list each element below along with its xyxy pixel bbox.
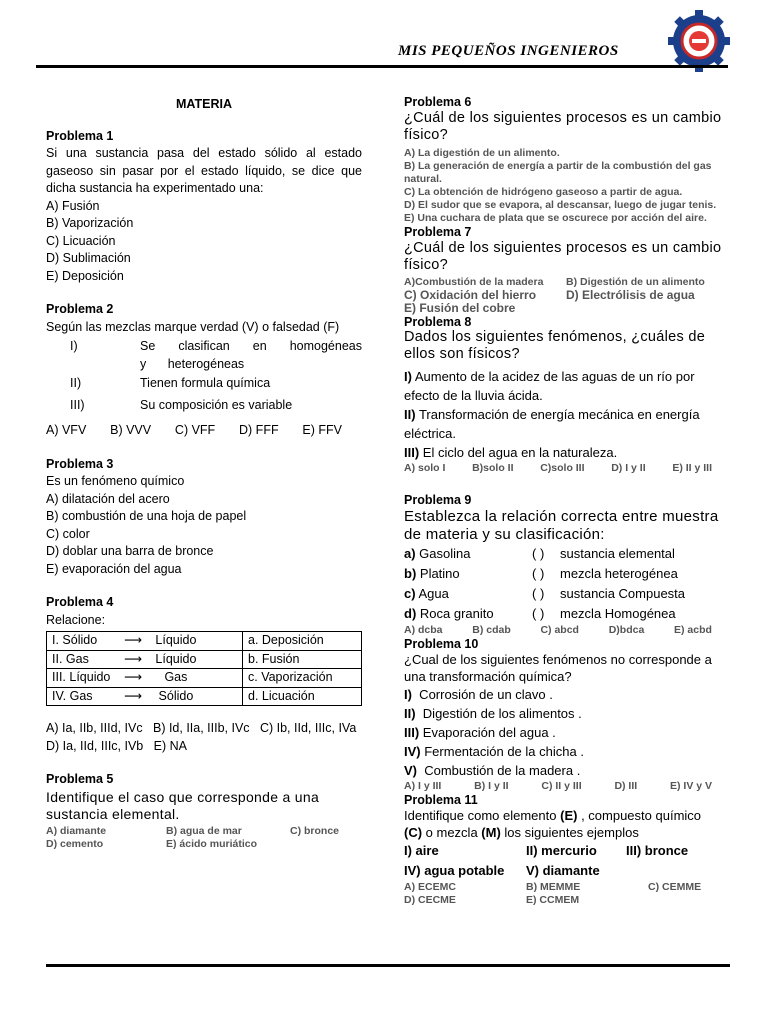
option: E) ácido muriático — [166, 837, 258, 850]
problem-8-text: Dados los siguientes fenómenos, ¿cuáles de ellos son físicos? — [404, 329, 706, 362]
answers: D) Ia, IId, IIIc, IVb E) NA — [46, 738, 188, 753]
item-text: Combustión de la madera . — [417, 763, 581, 778]
option: A) dilatación del acero — [46, 491, 170, 506]
header-title: MIS PEQUEÑOS INGENIEROS — [398, 43, 619, 59]
code-compound: (C) — [404, 825, 423, 840]
option: D) El sudor que se evapora, al descansar, luego de jugar tenis. — [404, 199, 717, 211]
option: A) diamante — [46, 824, 107, 837]
item-text: Aumento de la acidez de las aguas de un río por efecto de la lluvia ácida. — [404, 369, 695, 403]
code-element: (E) — [560, 808, 578, 823]
item-number: III) — [70, 397, 85, 412]
arrow-icon: ⟶ — [124, 688, 142, 703]
problem-10 — [404, 637, 722, 793]
blank-field: ( ) — [532, 566, 545, 581]
answer: E) II y III — [672, 462, 712, 474]
option: B) agua de mar — [166, 824, 242, 837]
table-cell: II. Gas — [52, 651, 89, 666]
problem-9 — [404, 493, 722, 637]
problem-3 — [46, 456, 362, 579]
problem-5-text: Identifique el caso que corresponde a una sustancia elemental. — [46, 788, 320, 822]
item-number: II) — [404, 407, 416, 422]
blank-field: ( ) — [532, 606, 545, 621]
example: III) bronce — [626, 843, 689, 858]
option — [566, 302, 722, 315]
problem-11-text: Identifique como elemento — [404, 808, 561, 823]
option: C) CEMME — [648, 881, 702, 893]
option: D) Sublimación — [46, 251, 131, 265]
problem-3-text: Es un fenómeno químico — [46, 474, 185, 488]
problem-1-label: Problema 1 — [46, 128, 114, 143]
option: E) CCMEM — [526, 894, 580, 906]
table-cell: b. Fusión — [243, 650, 362, 669]
option: B) MEMME — [526, 881, 581, 893]
problem-4-text: Relacione: — [46, 612, 106, 627]
table-cell: Líquido — [155, 633, 197, 647]
blank-field: ( ) — [532, 546, 545, 561]
answer: E) FFV — [302, 423, 342, 437]
problem-5 — [46, 771, 362, 851]
problem-6-label: Problema 6 — [404, 95, 472, 109]
answer: B) cdab — [472, 624, 511, 636]
option: D) Electrólisis de agua — [566, 288, 695, 302]
row-key: a) — [404, 546, 416, 561]
problem-7-label: Problema 7 — [404, 225, 472, 239]
table-cell: a. Deposición — [243, 632, 362, 651]
item-text: Su composición es variable — [140, 397, 293, 412]
problem-7 — [404, 225, 722, 315]
sample: Roca granito — [416, 606, 494, 621]
problem-9-label: Problema 9 — [404, 493, 472, 507]
item-text: Digestión de los alimentos . — [415, 706, 582, 721]
option: E) evaporación del agua — [46, 561, 182, 576]
problem-5-label: Problema 5 — [46, 772, 114, 786]
option: A) ECEMC — [404, 881, 456, 893]
option: A)Combustión de la madera — [404, 276, 544, 288]
row-key: b) — [404, 566, 417, 581]
problem-4-label: Problema 4 — [46, 595, 114, 609]
option: C) Licuación — [46, 233, 116, 248]
problem-4 — [46, 594, 362, 755]
answer: A) I y III — [404, 780, 442, 792]
option: C) color — [46, 526, 90, 541]
answer: D)bdca — [608, 624, 645, 636]
answer: A) solo I — [404, 462, 446, 474]
problem-11 — [404, 793, 722, 907]
arrow-icon: ⟶ — [124, 651, 142, 666]
option: B) Vaporización — [46, 216, 134, 230]
option: B) combustión de una hoja de papel — [46, 509, 247, 523]
option: C) bronce — [290, 824, 340, 837]
table-row — [47, 669, 362, 688]
problem-7-text: ¿Cuál de los siguientes procesos es un cambio físico? — [404, 240, 722, 273]
answer: B) I y II — [474, 780, 509, 792]
item-number: III) — [404, 725, 420, 740]
right-column — [404, 95, 722, 907]
item-text: Tienen formula química — [140, 376, 271, 390]
page-title: MATERIA — [175, 97, 232, 111]
table-row — [47, 687, 362, 706]
option: D) CECME — [404, 894, 456, 906]
option — [648, 894, 722, 907]
sample: Gasolina — [415, 546, 471, 561]
problem-2 — [46, 301, 362, 440]
example: V) diamante — [526, 863, 600, 878]
problem-6 — [404, 95, 722, 225]
answer: C) II y III — [541, 780, 582, 792]
option: C) La obtención de hidrógeno gaseoso a partir de agua. — [404, 186, 683, 198]
item-text: El ciclo del agua en la naturaleza. — [419, 445, 618, 460]
problem-8 — [404, 315, 722, 475]
footer-rule — [46, 964, 730, 967]
answer: A) dcba — [404, 624, 443, 636]
table-row — [47, 650, 362, 669]
problem-10-label: Problema 10 — [404, 637, 479, 651]
item-text: Corrosión de un clavo . — [411, 687, 553, 702]
relation-table — [46, 631, 362, 706]
item-number: II) — [70, 376, 82, 390]
table-cell: Gas — [164, 670, 188, 684]
option — [290, 838, 370, 851]
answer: C)solo III — [540, 462, 585, 474]
answer: E) acbd — [674, 624, 712, 636]
example: II) mercurio — [526, 843, 597, 858]
row-key: c) — [404, 586, 416, 601]
row-key: d) — [404, 606, 417, 621]
header-rule — [36, 65, 728, 68]
item-number: I) — [404, 369, 412, 384]
problem-3-label: Problema 3 — [46, 456, 114, 471]
answer: C) abcd — [540, 624, 579, 636]
example: IV) agua potable — [404, 863, 505, 878]
item-number: III) — [404, 445, 420, 460]
option: D) cemento — [46, 837, 104, 850]
option: C) Oxidación del hierro — [404, 288, 537, 302]
option: B) La generación de energía a partir de la combustión del gas natural. — [404, 160, 712, 185]
item-text: Fermentación de la chicha . — [420, 744, 584, 759]
item-number: IV) — [404, 744, 421, 759]
item-text: Se clasifican en homogéneas y heterogéneas — [140, 339, 362, 371]
answer: B) VVV — [110, 423, 152, 437]
table-cell: III. Líquido — [52, 670, 111, 684]
answer: D) III — [614, 780, 638, 792]
table-row — [47, 632, 362, 651]
classification: mezcla heterogénea — [560, 566, 678, 581]
option: E) Una cuchara de plata que se oscurece por acción del aire. — [404, 212, 707, 224]
problem-9-text: Establezca la relación correcta entre muestra de materia y su clasificación: — [404, 508, 719, 543]
answer: E) IV y V — [669, 780, 712, 792]
problem-11-label: Problema 11 — [404, 793, 478, 807]
table-cell: I. Sólido — [52, 633, 98, 647]
item-number: II) — [404, 706, 416, 721]
left-column — [46, 96, 362, 851]
option: E) Fusión del cobre — [404, 301, 516, 315]
option: D) doblar una barra de bronce — [46, 544, 214, 558]
sample: Agua — [415, 586, 449, 601]
problem-11-text: los siguientes ejemplos — [500, 825, 639, 840]
item-number: V) — [404, 763, 417, 778]
table-cell: c. Vaporización — [243, 669, 362, 688]
problem-2-text: Según las mezclas marque verdad (V) o falsedad (F) — [46, 319, 340, 334]
problem-6-text: ¿Cuál de los siguientes procesos es un cambio físico? — [404, 110, 722, 143]
item-text: Evaporación del agua . — [419, 725, 556, 740]
classification: sustancia Compuesta — [560, 586, 686, 601]
table-cell: Sólido — [158, 688, 194, 703]
gear-logo-icon — [668, 10, 730, 72]
option: B) Digestión de un alimento — [566, 276, 705, 288]
problem-1 — [46, 128, 362, 286]
option: A) La digestión de un alimento. — [404, 147, 560, 159]
item-number: I) — [70, 339, 78, 353]
problem-8-label: Problema 8 — [404, 315, 472, 329]
item-number: I) — [404, 687, 412, 702]
answer: D) I y II — [611, 462, 646, 474]
problem-11-text: , compuesto químico — [577, 808, 702, 823]
table-cell: Líquido — [155, 651, 197, 666]
problem-10-text: ¿Cual de los siguientes fenómenos no corresponde a una transformación química? — [404, 652, 712, 684]
problem-11-text: o mezcla — [422, 825, 482, 840]
answer: A) VFV — [46, 423, 87, 437]
classification: sustancia elemental — [560, 546, 675, 561]
answer: C) VFF — [174, 423, 216, 437]
table-cell: d. Licuación — [243, 687, 362, 706]
table-cell: IV. Gas — [52, 688, 93, 703]
answer: B)solo II — [472, 462, 514, 474]
example: I) aire — [404, 843, 439, 858]
blank-field: ( ) — [532, 586, 545, 601]
arrow-icon: ⟶ — [124, 670, 142, 684]
option: A) Fusión — [46, 198, 100, 213]
arrow-icon: ⟶ — [124, 633, 142, 647]
answer: D) FFF — [239, 423, 279, 437]
classification: mezcla Homogénea — [560, 606, 676, 621]
problem-2-label: Problema 2 — [46, 302, 114, 316]
sample: Platino — [416, 566, 460, 581]
answers: A) Ia, IIb, IIId, IVc B) Id, IIa, IIIb, IVc C) Ib, IId, IIIc, IVa — [46, 721, 357, 735]
item-text: Transformación de energía mecánica en energía eléctrica. — [404, 407, 700, 441]
code-mixture: (M) — [481, 825, 501, 840]
problem-1-text: Si una sustancia pasa del estado sólido al estado gaseoso sin pasar por el estado líquido, se dice que dicha sustancia ha experimentado una: — [46, 146, 362, 195]
option: E) Deposición — [46, 268, 124, 283]
